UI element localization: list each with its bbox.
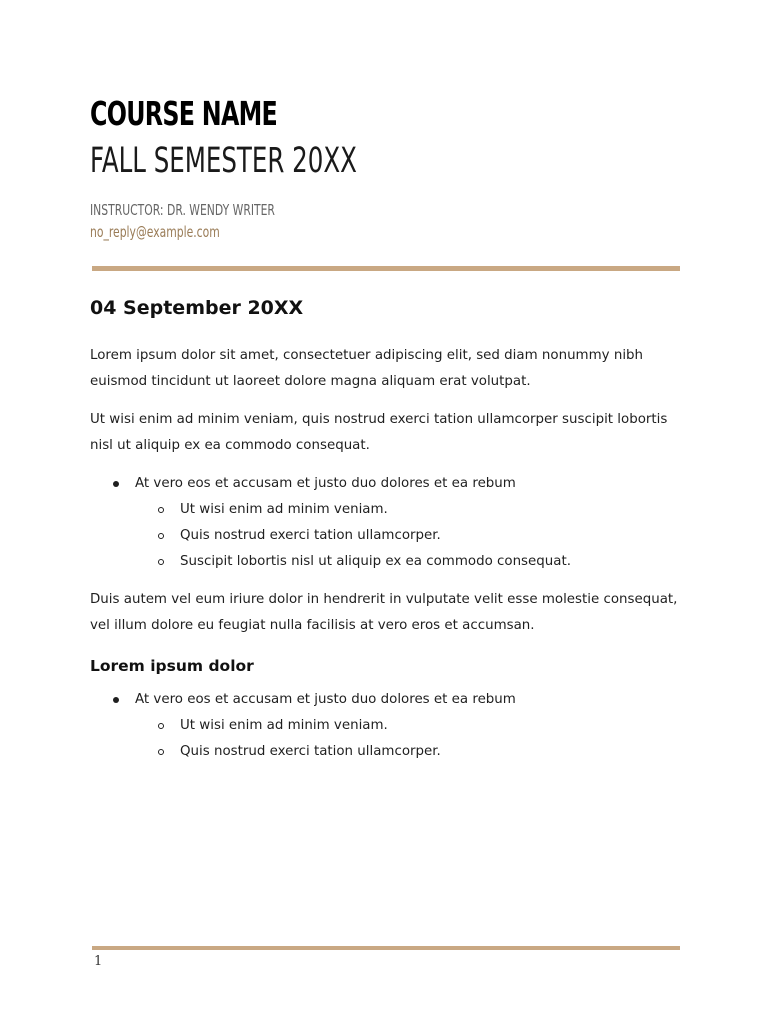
semester-subtitle: FALL SEMESTER 20XX (90, 141, 357, 181)
list-item: At vero eos et accusam et justo duo dolores et ea rebum (90, 687, 690, 713)
course-name-title: COURSE NAME (90, 94, 278, 133)
footer-divider (92, 946, 680, 950)
list-subitem: Quis nostrud exerci tation ullamcorper. (90, 739, 690, 765)
document-body (90, 292, 690, 777)
list-item: At vero eos et accusam et justo duo dolores et ea rebum (90, 471, 690, 497)
date-heading: 04 September 20XX (90, 297, 304, 319)
list-subitem: Suscipit lobortis nisl ut aliquip ex ea commodo consequat. (90, 549, 690, 575)
paragraph-3: Duis autem vel eum iriure dolor in hendrerit in vulputate velit esse molestie consequat, vel illum dolore eu feugiat nulla facilisis at vero eros et accumsan. (90, 592, 678, 633)
subsection-heading: Lorem ipsum dolor (90, 657, 254, 675)
instructor-line: INSTRUCTOR: DR. WENDY WRITER (90, 201, 275, 219)
paragraph-1: Lorem ipsum dolor sit amet, consectetuer adipiscing elit, sed diam nonummy nibh euismod tincidunt ut laoreet dolore magna aliquam erat volutpat. (90, 348, 644, 389)
paragraph-2: Ut wisi enim ad minim veniam, quis nostrud exerci tation ullamcorper suscipit lobortis nisl ut aliquip ex ea commodo consequat. (90, 412, 668, 453)
list-subitem: Quis nostrud exerci tation ullamcorper. (90, 523, 690, 549)
instructor-email: no_reply@example.com (90, 223, 220, 241)
bullet-list-1 (90, 471, 690, 575)
header-divider (92, 266, 680, 271)
page-number: 1 (94, 954, 103, 969)
bullet-list-2 (90, 687, 690, 765)
list-subitem: Ut wisi enim ad minim veniam. (90, 713, 690, 739)
list-subitem: Ut wisi enim ad minim veniam. (90, 497, 690, 523)
